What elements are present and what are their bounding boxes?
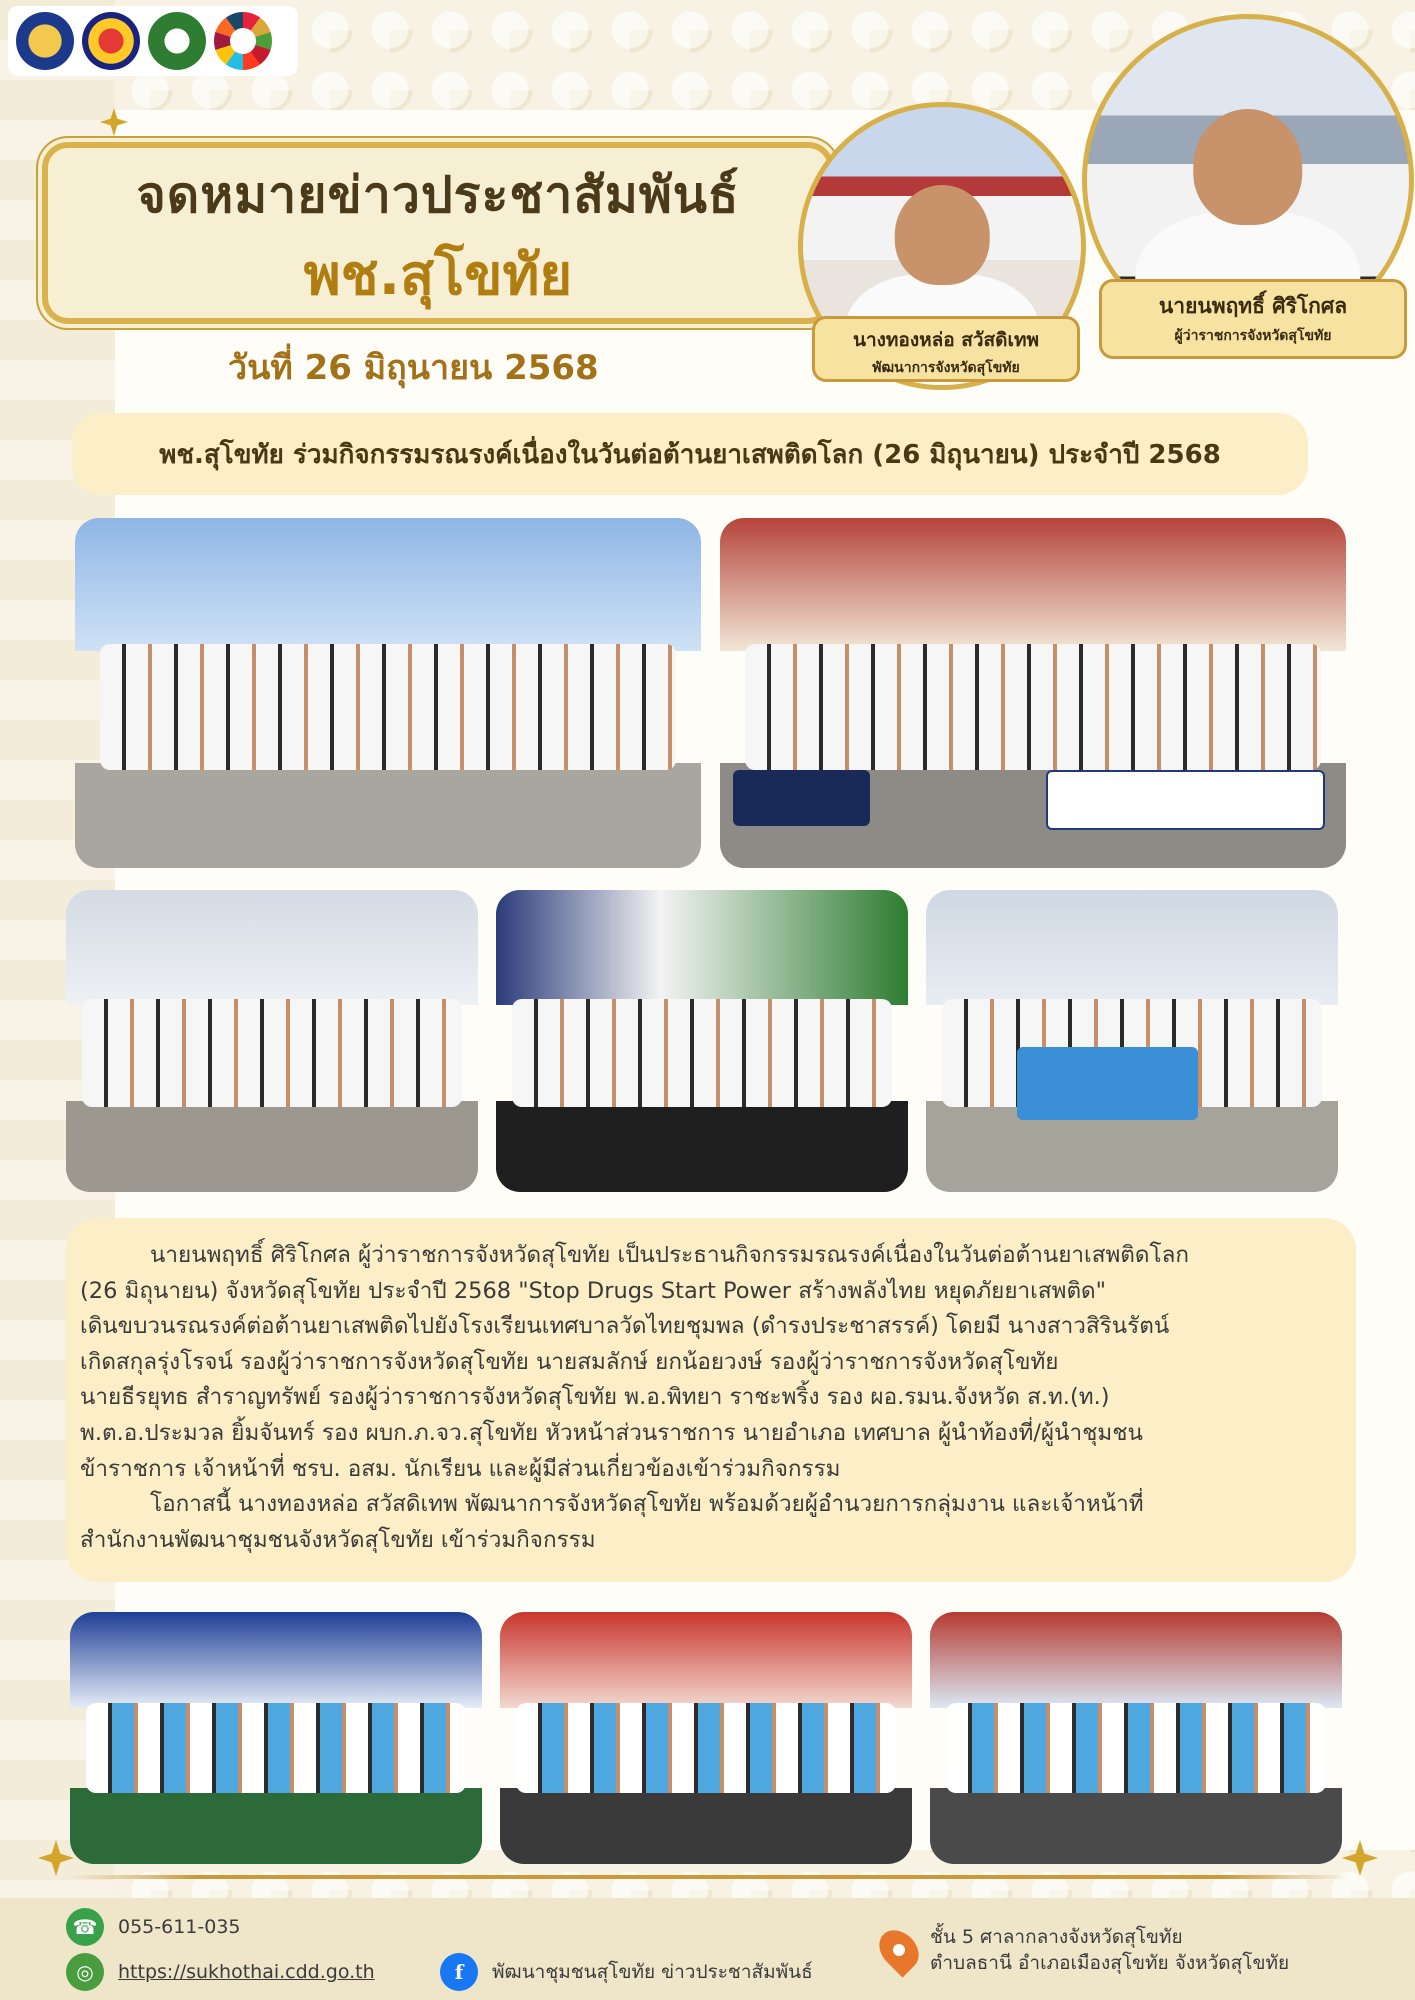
official-name: นางทองหล่อ สวัสดิเทพ — [852, 329, 1040, 351]
paragraph-2 — [80, 1487, 1342, 1558]
event-photo — [70, 1612, 482, 1864]
issue-date: วันที่ 26 มิถุนายน 2568 — [228, 348, 599, 388]
text-line: โอกาสนี้ นางทองหล่อ สวัสดิเทพ พัฒนาการจังหวัดสุโขทัย พร้อมด้วยผู้อำนวยการกลุ่มงาน และเจ้าหน้าที่ — [150, 1491, 1144, 1518]
official-position: ผู้ว่าราชการจังหวัดสุโขทัย — [1174, 328, 1332, 344]
address-line-1: ชั้น 5 ศาลากลางจังหวัดสุโขทัย — [930, 1926, 1183, 1948]
event-photo — [930, 1612, 1342, 1864]
ornament-divider — [70, 1875, 1350, 1879]
text-line: พ.ต.อ.ประมวล ยิ้มจันทร์ รอง ผบก.ภ.จว.สุโขทัย หัวหน้าส่วนราชการ นายอำเภอ เทศบาล ผู้นำท้องที่/ผู้นำชุมชน — [80, 1419, 1143, 1446]
event-photo — [926, 890, 1338, 1192]
headline-bar — [72, 413, 1308, 495]
footer-facebook[interactable] — [440, 1953, 813, 1991]
footer-phone[interactable] — [66, 1908, 241, 1946]
text-line: (26 มิถุนายน) จังหวัดสุโขทัย ประจำปี 2568 "Stop Drugs Start Power สร้างพลังไทย หยุดภัยยาเสพติด" — [80, 1277, 1107, 1304]
campaign-banner — [1017, 1047, 1198, 1119]
text-line: นายนพฤทธิ์ ศิริโกศล ผู้ว่าราชการจังหวัดสุโขทัย เป็นประธานกิจกรรมรณรงค์เนื่องในวันต่อต้านยาเสพติดโลก — [150, 1242, 1190, 1268]
newsletter-title: จดหมายข่าวประชาสัมพันธ์ — [136, 166, 740, 224]
facebook-page-name[interactable]: พัฒนาชุมชนสุโขทัย ข่าวประชาสัมพันธ์ — [492, 1961, 813, 1983]
text-line: ข้าราชการ เจ้าหน้าที่ ชรบ. อสม. นักเรียน และผู้มีส่วนเกี่ยวข้องเข้าร่วมกิจกรรม — [80, 1455, 841, 1482]
sdg-wheel-logo — [214, 12, 272, 70]
event-photo — [75, 518, 701, 868]
text-line: เกิดสกุลรุ่งโรจน์ รองผู้ว่าราชการจังหวัดสุโขทัย นายสมลักษ์ ยกน้อยวงษ์ รองผู้ว่าราชการจังหวัดสุโขทัย — [80, 1348, 1059, 1375]
title-banner — [42, 142, 834, 324]
text-line: นายธีรยุทธ สำราญทรัพย์ รองผู้ว่าราชการจังหวัดสุโขทัย พ.อ.พิทยา ราชะพริ้ง รอง ผอ.รมน.จังหวัด ส.ท.(ท.) — [80, 1384, 1110, 1411]
office-name: พช.สุโขทัย — [303, 243, 573, 308]
event-photo — [720, 518, 1346, 868]
ministry-logo — [82, 12, 140, 70]
official-name: นายนพฤทธิ์ ศิริโกศล — [1158, 294, 1348, 318]
official-position: พัฒนาการจังหวัดสุโขทัย — [872, 360, 1020, 376]
facebook-icon: f — [440, 1953, 478, 1991]
name-tag-development-officer — [812, 316, 1080, 382]
event-photo — [66, 890, 478, 1192]
event-photo — [500, 1612, 912, 1864]
footer-website[interactable] — [66, 1953, 375, 1991]
phone-number[interactable]: 055-611-035 — [118, 1916, 241, 1938]
agency-seal-logo — [16, 12, 74, 70]
headline: พช.สุโขทัย ร่วมกิจกรรมรณรงค์เนื่องในวันต่อต้านยาเสพติดโลก (26 มิถุนายน) ประจำปี 2568 — [159, 439, 1221, 470]
phone-icon: ☎ — [66, 1908, 104, 1946]
province-seal-logo — [148, 12, 206, 70]
campaign-banner — [1046, 770, 1325, 830]
campaign-banner — [733, 770, 871, 826]
text-line: สำนักงานพัฒนาชุมชนจังหวัดสุโขทัย เข้าร่วมกิจกรรม — [80, 1526, 596, 1553]
text-line: เดินขบวนรณรงค์ต่อต้านยาเสพติดไปยังโรงเรียนเทศบาลวัดไทยชุมพล (ดำรงประชาสรรค์) โดยมี นางสาวสิรินรัตน์ — [80, 1313, 1170, 1340]
globe-icon: ◎ — [66, 1953, 104, 1991]
website-link[interactable]: https://sukhothai.cdd.go.th — [118, 1961, 375, 1983]
logo-strip — [8, 6, 298, 76]
paragraph-1 — [80, 1238, 1342, 1487]
name-tag-governor — [1099, 279, 1407, 359]
address-line-2: ตำบลธานี อำเภอเมืองสุโขทัย จังหวัดสุโขทัย — [930, 1952, 1290, 1974]
footer-address — [882, 1924, 1289, 1976]
body-text — [80, 1238, 1342, 1558]
event-photo — [496, 890, 908, 1192]
